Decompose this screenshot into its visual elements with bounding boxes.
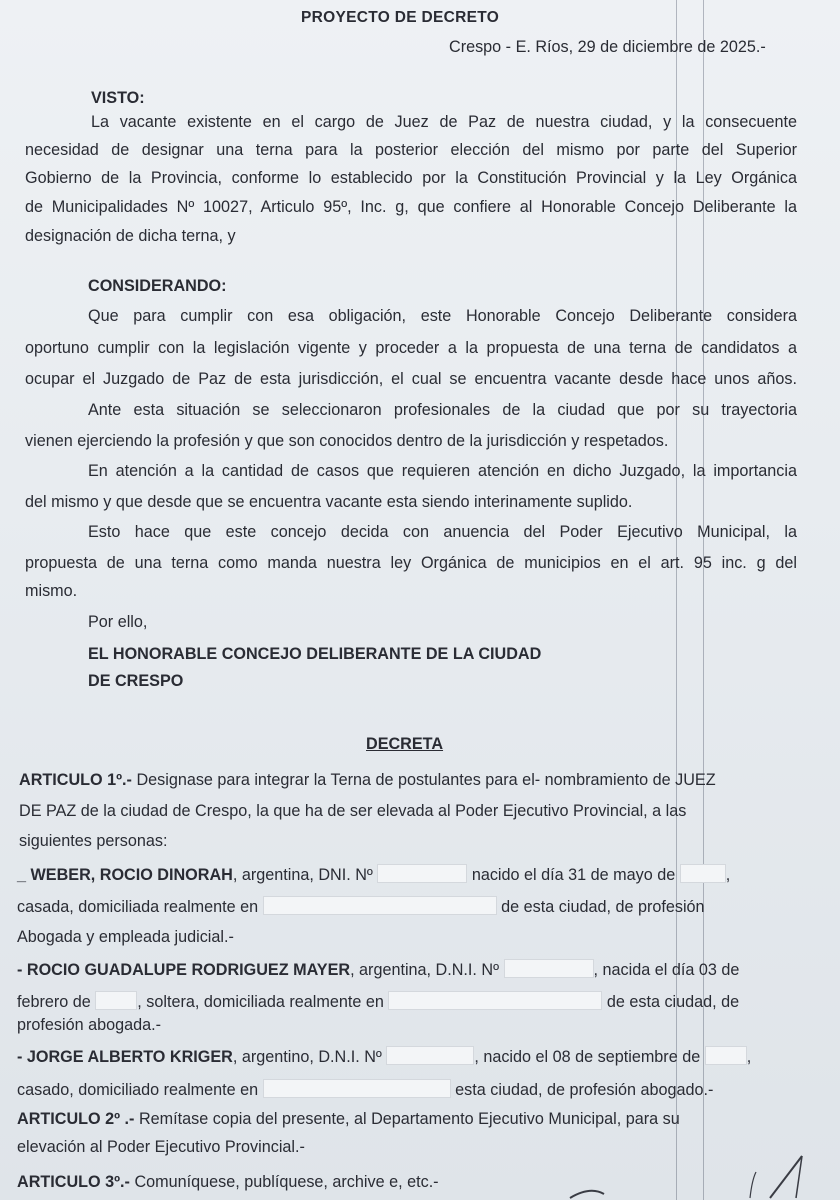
authority-line: EL HONORABLE CONCEJO DELIBERANTE DE LA CIUDAD xyxy=(88,645,542,663)
considerando-line: oportuno cumplir con la legislación vigente y proceder a la propuesta de una terna de candidatos a xyxy=(25,339,797,357)
articulo-1-line: siguientes personas: xyxy=(19,832,168,850)
considerando-line: Por ello, xyxy=(88,613,148,631)
considerando-line: ocupar el Juzgado de Paz de esta jurisdicción, el cual se encuentra vacante desde hace unos años. xyxy=(25,370,797,388)
decreta-heading: DECRETA xyxy=(366,735,444,753)
considerando-line: vienen ejerciendo la profesión y que son conocidos dentro de la jurisdicción y respetados. xyxy=(25,432,669,450)
person-name: - ROCIO GUADALUPE RODRIGUEZ MAYER xyxy=(17,961,351,979)
redacted-field xyxy=(504,959,594,978)
articulo-1-label: ARTICULO 1º.- xyxy=(19,771,132,789)
redacted-field xyxy=(263,1079,451,1098)
considerando-line: propuesta de una terna como manda nuestra ley Orgánica de municipios en el art. 95 inc. g del xyxy=(25,554,797,572)
considerando-line: En atención a la cantidad de casos que requieren atención en dicho Juzgado, la importancia xyxy=(88,462,797,480)
considerando-line: mismo. xyxy=(25,582,78,600)
considerando-line: del mismo y que desde que se encuentra vacante esta siendo interinamente suplido. xyxy=(25,493,633,511)
articulo-2-label: ARTICULO 2º .- xyxy=(17,1110,135,1128)
person-entry: _ WEBER, ROCIO DINORAH, argentina, DNI. Nº nacido el día 31 de mayo de , xyxy=(17,866,731,884)
articulo-3-line: ARTICULO 3º.- Comuníquese, publíquese, archive e, etc.- xyxy=(17,1173,439,1191)
considerando-line: Que para cumplir con esa obligación, este Honorable Concejo Deliberante considera xyxy=(88,307,797,325)
place-date: Crespo - E. Ríos, 29 de diciembre de 2025.- xyxy=(449,38,766,56)
person-name: - JORGE ALBERTO KRIGER xyxy=(17,1048,233,1066)
articulo-2-line: elevación al Poder Ejecutivo Provincial.- xyxy=(17,1138,305,1156)
person-entry: - ROCIO GUADALUPE RODRIGUEZ MAYER, argentina, D.N.I. Nº , nacida el día 03 de xyxy=(17,961,740,979)
articulo-1-line: DE PAZ de la ciudad de Crespo, la que ha de ser elevada al Poder Ejecutivo Provincial, a las xyxy=(19,802,687,820)
considerando-line: Esto hace que este concejo decida con anuencia del Poder Ejecutivo Municipal, la xyxy=(88,523,797,541)
considerando-line: Ante esta situación se seleccionaron profesionales de la ciudad que por su trayectoria xyxy=(88,401,797,419)
redacted-field xyxy=(95,991,137,1010)
visto-line: necesidad de designar una terna para la posterior elección del mismo por parte del Superior xyxy=(25,141,797,159)
visto-line: Gobierno de la Provincia, conforme lo establecido por la Constitución Provincial y la Ley Orgánica xyxy=(25,169,797,187)
visto-heading: VISTO: xyxy=(91,89,145,107)
considerando-heading: CONSIDERANDO: xyxy=(88,277,227,295)
person-entry: casado, domiciliado realmente en esta ciudad, de profesión abogado.- xyxy=(17,1081,714,1099)
redacted-field xyxy=(705,1046,747,1065)
person-entry: profesión abogada.- xyxy=(17,1016,161,1034)
visto-line: designación de dicha terna, y xyxy=(25,227,236,245)
person-entry: casada, domiciliada realmente en de esta ciudad, de profesión xyxy=(17,898,705,916)
person-entry: - JORGE ALBERTO KRIGER, argentino, D.N.I. Nº , nacido el 08 de septiembre de , xyxy=(17,1048,752,1066)
person-entry: febrero de , soltera, domiciliada realmente en de esta ciudad, de xyxy=(17,993,740,1011)
articulo-3-label: ARTICULO 3º.- xyxy=(17,1173,130,1191)
redacted-field xyxy=(386,1046,474,1065)
redacted-field xyxy=(377,864,467,883)
redacted-field xyxy=(388,991,602,1010)
redacted-field xyxy=(680,864,726,883)
signature-mark xyxy=(540,1150,840,1200)
document-title: PROYECTO DE DECRETO xyxy=(301,9,500,26)
visto-line: La vacante existente en el cargo de Juez de Paz de nuestra ciudad, y la consecuente xyxy=(91,113,797,131)
redacted-field xyxy=(263,896,497,915)
person-entry: Abogada y empleada judicial.- xyxy=(17,928,234,946)
articulo-2-line: ARTICULO 2º .- Remítase copia del presente, al Departamento Ejecutivo Municipal, para su xyxy=(17,1110,680,1128)
authority-line: DE CRESPO xyxy=(88,672,184,690)
visto-line: de Municipalidades Nº 10027, Articulo 95º, Inc. g, que confiere al Honorable Concejo Deliberante la xyxy=(25,198,797,216)
articulo-1-line: ARTICULO 1º.- Designase para integrar la Terna de postulantes para el- nombramiento de JUEZ xyxy=(19,771,716,789)
person-name: _ WEBER, ROCIO DINORAH xyxy=(17,866,233,884)
